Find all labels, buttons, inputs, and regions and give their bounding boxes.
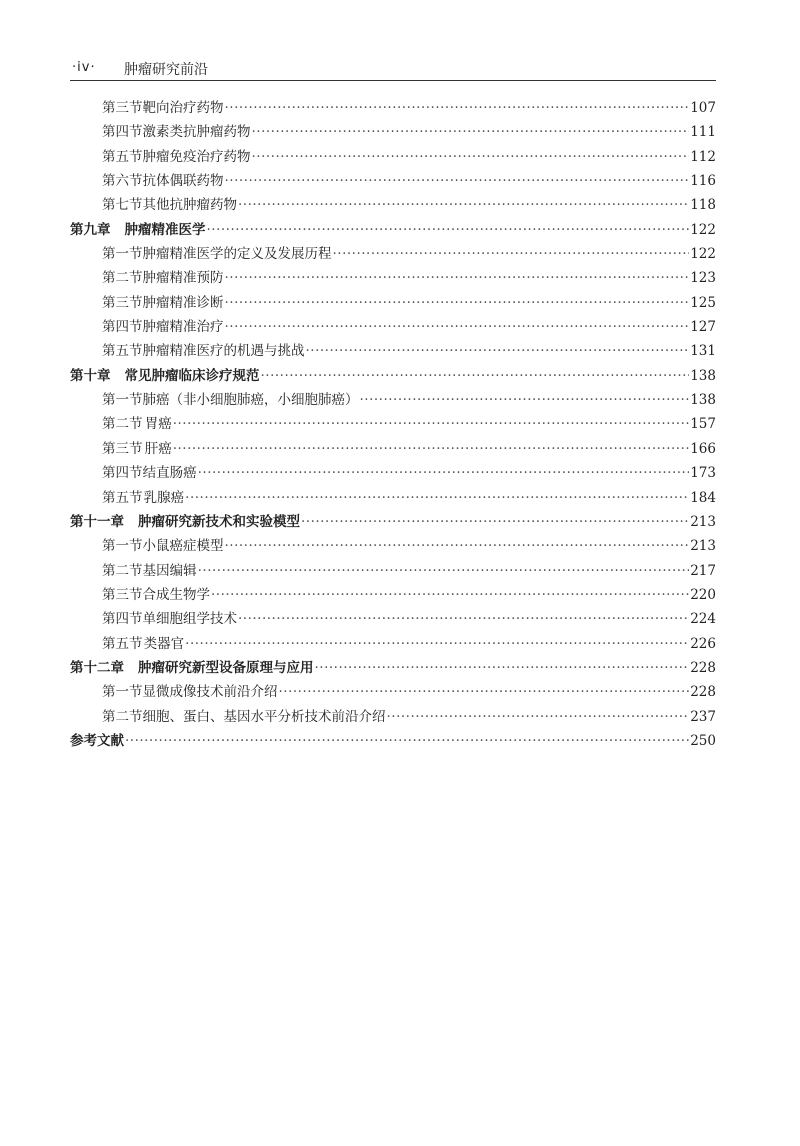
dot-leader [173,441,690,457]
toc-entry-page-number: 138 [690,392,716,409]
toc-entry-page-number: 112 [690,148,716,165]
toc-entry-number: 第六节 [102,173,143,190]
toc-entry-title: 结直肠癌 [142,465,197,482]
toc-entry-number: 第一节 [102,538,143,555]
toc-entry-page-number: 138 [690,367,716,384]
toc-entry-number: 第三节 [102,440,143,457]
toc-section-entry[interactable] [70,388,716,412]
toc-entry-page-number: 224 [690,611,716,628]
dot-leader [252,124,690,140]
toc-entry-title: 类器官 [143,635,185,652]
toc-entry-title: 肿瘤免疫治疗药物 [142,148,251,165]
toc-entry-number: 第五节 [102,343,143,360]
dot-leader [360,392,690,408]
toc-section-entry[interactable] [70,339,716,363]
toc-section-entry[interactable] [70,169,716,193]
toc-entry-page-number: 213 [690,513,716,530]
toc-entry-page-number: 125 [690,294,716,311]
toc-entry-number: 第三节 [102,586,143,603]
dot-leader [225,173,690,189]
toc-section-entry[interactable] [70,120,716,144]
toc-entry-title: 常见肿瘤临床诊疗规范 [124,367,260,384]
toc-entry-title: 基因编辑 [142,562,197,579]
toc-entry-title: 肿瘤精准医学的定义及发展历程 [142,246,332,263]
toc-section-entry[interactable] [70,291,716,315]
toc-entry-page-number: 213 [690,538,716,555]
toc-section-entry[interactable] [70,145,716,169]
toc-section-entry[interactable] [70,96,716,120]
toc-section-entry[interactable] [70,437,716,461]
toc-entry-title: 合成生物学 [142,586,210,603]
toc-entry-page-number: 127 [690,319,716,336]
toc-entry-page-number: 131 [690,343,716,360]
dot-leader [306,343,690,359]
toc-entry-title: 肿瘤精准预防 [142,270,224,287]
dot-leader [252,149,690,165]
toc-chapter-entry[interactable] [70,729,716,753]
toc-entry-title: 小鼠癌症模型 [142,538,224,555]
toc-entry-number: 第七节 [102,197,143,214]
dot-leader [387,709,690,725]
toc-section-entry[interactable] [70,705,716,729]
toc-entry-number: 第一节 [102,684,143,701]
dot-leader [225,100,690,116]
dot-leader [211,587,689,603]
toc-entry-page-number: 228 [690,684,716,701]
toc-chapter-entry[interactable] [70,656,716,680]
toc-entry-number: 第五节 [102,635,143,652]
toc-entry-number: 第四节 [102,611,143,628]
toc-entry-number: 第二节 [102,416,143,433]
toc-section-entry[interactable] [70,315,716,339]
toc-entry-page-number: 116 [690,173,716,190]
toc-entry-number: 第二节 [102,270,143,287]
toc-entry-number: 第一节 [102,392,143,409]
toc-entry-number: 第三节 [102,294,143,311]
dot-leader [198,563,690,579]
toc-entry-page-number: 157 [690,416,716,433]
toc-section-entry[interactable] [70,534,716,558]
toc-section-entry[interactable] [70,193,716,217]
toc-entry-title: 靶向治疗药物 [142,100,224,116]
dot-leader [279,684,690,700]
toc-section-entry[interactable] [70,583,716,607]
dot-leader [185,490,689,506]
toc-entry-page-number: 166 [690,440,716,457]
dot-leader [225,319,690,335]
toc-entry-number: 第九章 [70,221,111,238]
dot-leader [225,295,690,311]
toc-entry-title: 胃癌 [144,416,172,433]
toc-entry-number: 第一节 [102,246,143,263]
toc-entry-number: 第四节 [102,465,143,482]
toc-section-entry[interactable] [70,486,716,510]
toc-chapter-entry[interactable] [70,218,716,242]
toc-entry-number: 第五节 [102,489,143,506]
toc-entry-number: 第五节 [102,148,143,165]
toc-entry-page-number: 123 [690,270,716,287]
toc-entry-title: 肿瘤精准治疗 [142,319,224,336]
toc-entry-page-number: 173 [690,465,716,482]
toc-entry-title: 肺癌（非小细胞肺癌，小细胞肺癌） [142,392,359,409]
toc-entry-number: 第二节 [102,708,143,725]
toc-section-entry[interactable] [70,632,716,656]
toc-entry-title: 肿瘤研究新型设备原理与应用 [138,659,314,676]
toc-entry-page-number: 122 [690,221,716,238]
toc-entry-page-number: 122 [690,246,716,263]
dot-leader [261,368,690,384]
toc-entry-page-number: 226 [690,635,716,652]
toc-entry-number: 第十一章 [70,513,124,530]
dot-leader [125,733,689,749]
toc-entry-page-number: 237 [690,708,716,725]
toc-entry-title: 肿瘤精准医学 [124,221,206,238]
toc-chapter-entry[interactable] [70,364,716,388]
toc-entry-title: 细胞、蛋白、基因水平分析技术前沿介绍 [142,708,386,725]
toc-entry-number: 第四节 [102,319,143,336]
toc-section-entry[interactable] [70,559,716,583]
toc-entry-number: 第四节 [102,124,143,141]
toc-entry-number: 第二节 [102,562,143,579]
toc-entry-number: 第三节 [102,100,143,116]
toc-section-entry[interactable] [70,412,716,436]
dot-leader [173,416,690,432]
toc-entry-title: 显微成像技术前沿介绍 [142,684,278,701]
toc-entry-title: 激素类抗肿瘤药物 [142,124,251,141]
dot-leader [185,636,689,652]
toc-entry-number: 第十章 [70,367,111,384]
toc-entry-title: 其他抗肿瘤药物 [142,197,237,214]
toc-entry-title: 肿瘤精准诊断 [142,294,224,311]
toc-entry-page-number: 111 [690,124,716,141]
dot-leader [225,538,690,554]
toc-entry-page-number: 107 [690,100,716,116]
toc-section-entry[interactable] [70,266,716,290]
toc-entry-title: 肿瘤精准医疗的机遇与挑战 [142,343,305,360]
dot-leader [225,270,690,286]
dot-leader [333,246,690,262]
toc-entry-title: 单细胞组学技术 [142,611,237,628]
toc-entry-title: 肿瘤研究新技术和实验模型 [138,513,300,530]
toc-entry-page-number: 250 [690,732,716,749]
page-number: ·iv· [72,60,96,75]
dot-leader [238,197,689,213]
dot-leader [315,660,690,676]
toc-entry-number: 第十二章 [70,659,124,676]
dot-leader [207,222,690,238]
toc-section-entry[interactable] [70,242,716,266]
toc-entry-title: 参考文献 [70,732,124,749]
toc-entry-title: 乳腺癌 [143,489,185,506]
dot-leader [301,514,689,530]
toc-entry-title: 肝癌 [144,440,172,457]
toc-entry-page-number: 118 [690,197,716,214]
table-of-contents [70,96,716,753]
toc-section-entry[interactable] [70,461,716,485]
toc-section-entry[interactable] [70,607,716,631]
toc-chapter-entry[interactable] [70,510,716,534]
dot-leader [198,465,690,481]
toc-entry-title: 抗体偶联药物 [142,173,224,190]
dot-leader [238,611,689,627]
toc-entry-page-number: 184 [690,489,716,506]
toc-entry-page-number: 217 [690,562,716,579]
toc-section-entry[interactable] [70,680,716,704]
toc-entry-page-number: 228 [690,659,716,676]
toc-entry-page-number: 220 [690,586,716,603]
running-book-title: 肿瘤研究前沿 [124,62,208,78]
page-header [70,58,716,81]
